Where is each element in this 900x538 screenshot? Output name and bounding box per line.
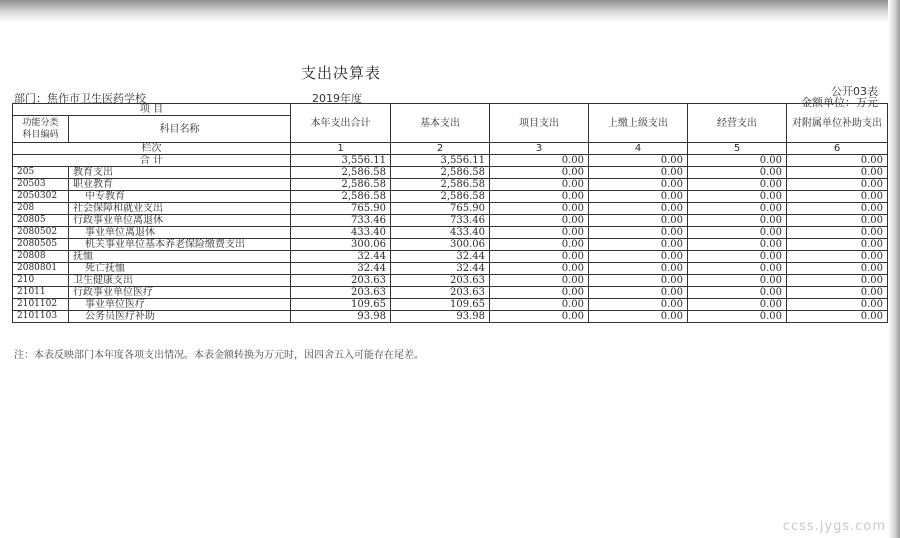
subject-code: 21011 xyxy=(13,287,69,299)
amount-cell: 765.90 xyxy=(291,203,391,215)
amount-cell: 0.00 xyxy=(688,299,787,311)
amount-cell: 32.44 xyxy=(291,263,391,275)
project-header: 项 目 xyxy=(13,104,291,116)
amount-cell: 2,586.58 xyxy=(291,167,391,179)
total-value: 3,556.11 xyxy=(291,155,391,167)
table-row xyxy=(13,263,888,275)
subject-name: 公务员医疗补助 xyxy=(69,311,291,323)
table-row xyxy=(13,167,888,179)
year-label: 2019年度 xyxy=(312,92,362,105)
amount-cell: 0.00 xyxy=(589,311,688,323)
amount-cell: 0.00 xyxy=(688,227,787,239)
subject-name-header: 科目名称 xyxy=(69,116,291,143)
amount-cell: 109.65 xyxy=(291,299,391,311)
amount-cell: 0.00 xyxy=(589,263,688,275)
amount-cell: 0.00 xyxy=(589,227,688,239)
col-header-1: 本年支出合计 xyxy=(291,104,391,143)
amount-cell: 0.00 xyxy=(787,275,888,287)
amount-cell: 0.00 xyxy=(589,167,688,179)
amount-cell: 0.00 xyxy=(787,215,888,227)
subject-code: 208 xyxy=(13,203,69,215)
func-class-header: 功能分类 科目编码 xyxy=(13,116,69,143)
subject-name: 死亡抚恤 xyxy=(69,263,291,275)
amount-cell: 0.00 xyxy=(688,263,787,275)
amount-cell: 0.00 xyxy=(589,251,688,263)
amount-cell: 32.44 xyxy=(391,251,490,263)
subject-code: 2080801 xyxy=(13,263,69,275)
amount-cell: 203.63 xyxy=(391,287,490,299)
amount-cell: 0.00 xyxy=(490,167,589,179)
amount-cell: 0.00 xyxy=(688,167,787,179)
total-value: 0.00 xyxy=(688,155,787,167)
watermark: ccss.jygs.com xyxy=(782,519,886,534)
table-row xyxy=(13,227,888,239)
amount-cell: 0.00 xyxy=(787,287,888,299)
amount-cell: 0.00 xyxy=(688,251,787,263)
total-label: 合 计 xyxy=(13,155,291,167)
scan-edge-right xyxy=(888,0,900,538)
subject-code: 20805 xyxy=(13,215,69,227)
table-body xyxy=(13,104,888,323)
col-header-5: 经营支出 xyxy=(688,104,787,143)
subject-name: 行政事业单位医疗 xyxy=(69,287,291,299)
unit-label: 金额单位：万元 xyxy=(801,96,878,109)
amount-cell: 300.06 xyxy=(391,239,490,251)
amount-cell: 0.00 xyxy=(490,311,589,323)
header-row-project xyxy=(13,104,888,116)
subject-name: 职业教育 xyxy=(69,179,291,191)
amount-cell: 0.00 xyxy=(787,251,888,263)
table-row xyxy=(13,203,888,215)
amount-cell: 0.00 xyxy=(787,227,888,239)
amount-cell: 0.00 xyxy=(688,179,787,191)
amount-cell: 203.63 xyxy=(291,275,391,287)
amount-cell: 2,586.58 xyxy=(391,167,490,179)
amount-cell: 0.00 xyxy=(688,203,787,215)
form-number: 公开03表 xyxy=(831,85,878,98)
amount-cell: 93.98 xyxy=(391,311,490,323)
amount-cell: 203.63 xyxy=(391,275,490,287)
subject-code: 2080505 xyxy=(13,239,69,251)
amount-cell: 0.00 xyxy=(490,203,589,215)
amount-cell: 0.00 xyxy=(787,179,888,191)
amount-cell: 0.00 xyxy=(490,239,589,251)
amount-cell: 93.98 xyxy=(291,311,391,323)
amount-cell: 0.00 xyxy=(787,239,888,251)
subject-name: 事业单位医疗 xyxy=(69,299,291,311)
report-title: 支出决算表 xyxy=(301,64,382,82)
subject-code: 2101103 xyxy=(13,311,69,323)
amount-cell: 733.46 xyxy=(291,215,391,227)
amount-cell: 0.00 xyxy=(589,287,688,299)
amount-cell: 733.46 xyxy=(391,215,490,227)
subject-name: 卫生健康支出 xyxy=(69,275,291,287)
table-row xyxy=(13,179,888,191)
amount-cell: 0.00 xyxy=(589,215,688,227)
subject-code: 205 xyxy=(13,167,69,179)
footnote: 注：本表反映部门本年度各项支出情况。本表金额转换为万元时，因四舍五入可能存在尾差。 xyxy=(14,350,424,361)
lanci-row xyxy=(13,143,888,155)
col-number-6: 6 xyxy=(787,143,888,155)
total-value: 0.00 xyxy=(787,155,888,167)
subject-code: 2080502 xyxy=(13,227,69,239)
table-row xyxy=(13,191,888,203)
total-value: 0.00 xyxy=(589,155,688,167)
col-header-3: 项目支出 xyxy=(490,104,589,143)
amount-cell: 0.00 xyxy=(688,191,787,203)
amount-cell: 0.00 xyxy=(490,191,589,203)
amount-cell: 0.00 xyxy=(490,287,589,299)
amount-cell: 0.00 xyxy=(688,215,787,227)
amount-cell: 0.00 xyxy=(787,191,888,203)
amount-cell: 0.00 xyxy=(589,191,688,203)
table-row xyxy=(13,251,888,263)
amount-cell: 2,586.58 xyxy=(391,191,490,203)
subject-code: 20808 xyxy=(13,251,69,263)
table-row xyxy=(13,275,888,287)
amount-cell: 0.00 xyxy=(589,179,688,191)
amount-cell: 0.00 xyxy=(589,203,688,215)
amount-cell: 2,586.58 xyxy=(291,179,391,191)
amount-cell: 2,586.58 xyxy=(291,191,391,203)
department-label: 部门：焦作市卫生医药学校 xyxy=(14,92,146,105)
table-row xyxy=(13,287,888,299)
amount-cell: 0.00 xyxy=(688,239,787,251)
amount-cell: 0.00 xyxy=(490,227,589,239)
col-number-5: 5 xyxy=(688,143,787,155)
amount-cell: 0.00 xyxy=(688,311,787,323)
amount-cell: 0.00 xyxy=(490,263,589,275)
lanci-label: 栏次 xyxy=(13,143,291,155)
amount-cell: 0.00 xyxy=(688,287,787,299)
expenditure-table xyxy=(12,103,888,323)
amount-cell: 0.00 xyxy=(589,239,688,251)
amount-cell: 433.40 xyxy=(391,227,490,239)
amount-cell: 765.90 xyxy=(391,203,490,215)
amount-cell: 32.44 xyxy=(391,263,490,275)
amount-cell: 433.40 xyxy=(291,227,391,239)
col-number-3: 3 xyxy=(490,143,589,155)
col-number-2: 2 xyxy=(391,143,490,155)
subject-code: 210 xyxy=(13,275,69,287)
amount-cell: 0.00 xyxy=(490,215,589,227)
total-value: 3,556.11 xyxy=(391,155,490,167)
amount-cell: 0.00 xyxy=(688,275,787,287)
amount-cell: 0.00 xyxy=(787,311,888,323)
table-row xyxy=(13,311,888,323)
amount-cell: 0.00 xyxy=(490,299,589,311)
amount-cell: 0.00 xyxy=(787,299,888,311)
subject-code: 20503 xyxy=(13,179,69,191)
amount-cell: 0.00 xyxy=(490,179,589,191)
amount-cell: 0.00 xyxy=(787,263,888,275)
subject-name: 行政事业单位离退休 xyxy=(69,215,291,227)
amount-cell: 0.00 xyxy=(589,275,688,287)
amount-cell: 32.44 xyxy=(291,251,391,263)
subject-name: 事业单位离退休 xyxy=(69,227,291,239)
table-row xyxy=(13,299,888,311)
col-header-2: 基本支出 xyxy=(391,104,490,143)
table-row xyxy=(13,239,888,251)
amount-cell: 0.00 xyxy=(589,299,688,311)
subject-name: 教育支出 xyxy=(69,167,291,179)
total-row xyxy=(13,155,888,167)
col-header-4: 上缴上级支出 xyxy=(589,104,688,143)
amount-cell: 203.63 xyxy=(291,287,391,299)
amount-cell: 0.00 xyxy=(787,167,888,179)
amount-cell: 2,586.58 xyxy=(391,179,490,191)
scan-edge-top xyxy=(0,0,900,22)
amount-cell: 0.00 xyxy=(490,275,589,287)
subject-name: 社会保障和就业支出 xyxy=(69,203,291,215)
subject-code: 2050302 xyxy=(13,191,69,203)
total-value: 0.00 xyxy=(490,155,589,167)
col-number-4: 4 xyxy=(589,143,688,155)
amount-cell: 300.06 xyxy=(291,239,391,251)
col-header-6: 对附属单位补助支出 xyxy=(787,104,888,143)
amount-cell: 0.00 xyxy=(490,251,589,263)
subject-name: 机关事业单位基本养老保险缴费支出 xyxy=(69,239,291,251)
subject-name: 中专教育 xyxy=(69,191,291,203)
amount-cell: 109.65 xyxy=(391,299,490,311)
col-number-1: 1 xyxy=(291,143,391,155)
subject-name: 抚恤 xyxy=(69,251,291,263)
table-row xyxy=(13,215,888,227)
amount-cell: 0.00 xyxy=(787,203,888,215)
subject-code: 2101102 xyxy=(13,299,69,311)
